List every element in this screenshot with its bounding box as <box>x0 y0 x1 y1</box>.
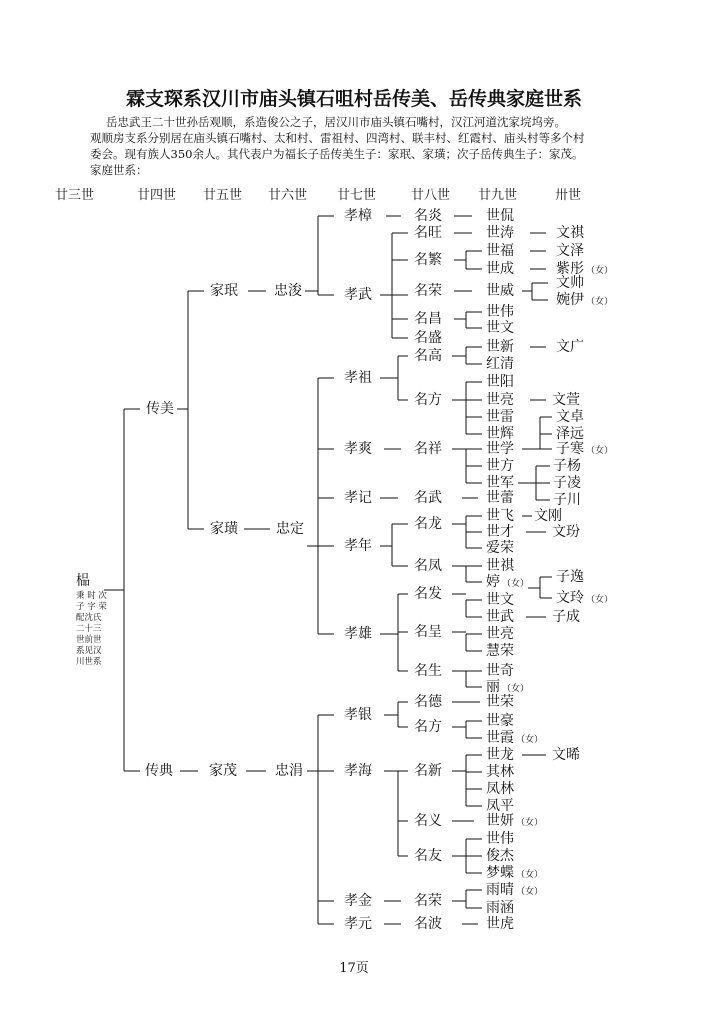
person-mingsheng: 名盛 <box>414 330 442 346</box>
person-xiaoyuan: 孝元 <box>344 916 372 932</box>
person-mingfeng: 名凤 <box>414 558 442 574</box>
person-mingsheng2: 名生 <box>414 663 442 679</box>
female-mark: （女） <box>516 887 544 897</box>
person-shilei: 世雷 <box>486 409 514 425</box>
person-shiwen: 世文 <box>486 320 514 336</box>
intro-line-4: 家庭世系： <box>90 163 148 177</box>
person-mingyi: 名义 <box>414 813 442 829</box>
person-jiamao: 家茂 <box>209 763 237 779</box>
female-mark: （女） <box>516 735 544 745</box>
person-shifang: 世方 <box>486 458 514 474</box>
person-wenxuan: 文萱 <box>552 392 580 408</box>
person-shiwei3: 世伟 <box>486 831 514 847</box>
person-mingcheng: 名呈 <box>414 624 442 640</box>
person-shixue: 世学 <box>486 441 514 457</box>
person-yuhan: 雨涵 <box>486 900 514 916</box>
person-mingyan: 名炎 <box>414 208 442 224</box>
person-xiaozu: 孝祖 <box>344 370 372 386</box>
person-fenglin: 凤林 <box>486 781 514 797</box>
female-mark: （女） <box>586 595 614 605</box>
gen-30: 卅世 <box>555 188 582 203</box>
root-note-line: 二十三 <box>76 624 102 634</box>
person-yuqing-name: 雨晴 <box>486 882 514 898</box>
root-name: 榀 <box>76 573 90 589</box>
female-mark: （女） <box>502 579 530 589</box>
person-wanyi-name: 婉伊 <box>556 292 584 308</box>
person-shixin: 世新 <box>486 339 514 355</box>
root-note-line: 系见汉 <box>76 646 102 656</box>
female-mark: （女） <box>586 266 614 276</box>
person-wenshuai: 文帅 <box>556 275 584 291</box>
person-shifu: 世福 <box>486 243 514 259</box>
intro-line-3: 委会。现有族人350余人。其代表户为福长子岳传美生子：家珉、家璜；次子岳传典生子：家茂。 <box>90 147 584 161</box>
gen-25: 廿五世 <box>203 188 243 203</box>
person-mengdie-name: 梦蝶 <box>486 865 514 881</box>
person-wenling-name: 文玲 <box>556 590 584 606</box>
female-mark: （女） <box>502 684 530 694</box>
person-mingchang: 名昌 <box>414 311 442 327</box>
person-mingrong2: 名荣 <box>414 893 442 909</box>
person-shiwei2: 世伟 <box>486 304 514 320</box>
person-ting <box>486 574 529 592</box>
person-shirong: 世荣 <box>486 694 514 710</box>
person-shiliang: 世亮 <box>486 392 514 408</box>
person-shifei: 世飞 <box>486 508 514 524</box>
person-zichuan: 子川 <box>553 492 581 508</box>
person-mingrong1: 名荣 <box>414 283 442 299</box>
person-xiaoxiong: 孝雄 <box>344 626 372 642</box>
person-mingde: 名德 <box>414 694 442 710</box>
person-fengping: 凤平 <box>486 798 514 814</box>
person-shikan: 世侃 <box>486 208 514 224</box>
person-mingwang: 名旺 <box>414 225 442 241</box>
person-wenxi: 文晞 <box>552 747 580 763</box>
female-mark: （女） <box>516 818 544 828</box>
person-shiyan <box>486 813 543 831</box>
person-ziyi: 子逸 <box>556 569 584 585</box>
gen-27: 廿七世 <box>337 188 377 203</box>
person-junjie: 俊杰 <box>486 848 514 864</box>
root-note-line: 川世系 <box>76 657 102 667</box>
gen-28: 廿八世 <box>411 188 451 203</box>
person-zitong-name: 紫彤 <box>556 261 584 277</box>
person-shiwen2: 世文 <box>486 592 514 608</box>
person-xiaojin: 孝金 <box>344 893 372 909</box>
person-zihan <box>556 441 613 459</box>
person-mingfan: 名繁 <box>414 252 442 268</box>
person-xiaozhang: 孝樟 <box>344 208 372 224</box>
person-xiaoshuang: 孝爽 <box>344 441 372 457</box>
person-shixia-name: 世霞 <box>486 730 514 746</box>
person-chuandian: 传典 <box>145 763 173 779</box>
page-number: 17页 <box>339 961 369 976</box>
person-shixia <box>486 730 543 748</box>
person-shihao: 世豪 <box>486 713 514 729</box>
person-shitao: 世涛 <box>486 225 514 241</box>
person-wenzhuo: 文卓 <box>556 409 584 425</box>
root-note-line: 秉 时 次 <box>76 591 107 601</box>
person-airong: 爱荣 <box>486 540 514 556</box>
page-title: 霖支琛系汉川市庙头镇石咀村岳传美、岳传典家庭世系 <box>125 88 582 110</box>
person-xiaowu: 孝武 <box>344 287 372 303</box>
person-zhongding: 忠定 <box>276 521 304 537</box>
person-minglong: 名龙 <box>414 516 442 532</box>
person-shicheng: 世成 <box>486 261 514 277</box>
person-zhongjuan: 忠涓 <box>275 763 303 779</box>
person-mingxiang: 名祥 <box>414 441 442 457</box>
person-zihan-name: 子寒 <box>556 441 584 457</box>
person-shilong: 世龙 <box>486 747 514 763</box>
gen-24: 廿四世 <box>137 188 177 203</box>
female-mark: （女） <box>586 297 614 307</box>
person-xiaoji: 孝记 <box>344 490 372 506</box>
person-chuanmei: 传美 <box>146 401 174 417</box>
person-ting-name: 婷 <box>486 574 500 590</box>
person-wenfen: 文玢 <box>552 524 580 540</box>
person-shijun: 世军 <box>486 475 514 491</box>
person-shihu: 世虎 <box>486 916 514 932</box>
intro-line-2: 观顺房支系分别居在庙头镇石嘴村、太和村、雷祖村、四湾村、联丰村、红霞村、庙头村等多个村 <box>90 131 585 145</box>
female-mark: （女） <box>516 870 544 880</box>
female-mark: （女） <box>586 446 614 456</box>
person-mingxin: 名新 <box>414 763 442 779</box>
person-wenze: 文泽 <box>556 243 584 259</box>
person-zhongjun: 忠浚 <box>274 283 302 299</box>
person-ziyang: 子杨 <box>553 458 581 474</box>
person-zeyuan: 泽远 <box>556 426 584 442</box>
root-note-line: 子 字 荣 <box>76 602 107 612</box>
person-xiaohai: 孝海 <box>344 763 372 779</box>
person-zicheng: 子成 <box>552 609 580 625</box>
person-mingwu: 名武 <box>414 490 442 506</box>
person-mingyou: 名友 <box>414 848 442 864</box>
person-shilei2: 世蕾 <box>486 490 514 506</box>
person-huirong: 慧荣 <box>486 643 514 659</box>
gen-29: 廿九世 <box>478 188 518 203</box>
person-shiqi: 世祺 <box>486 558 514 574</box>
person-wenguang: 文广 <box>556 339 584 355</box>
person-shihui: 世辉 <box>486 426 514 442</box>
person-wanyi <box>556 292 613 310</box>
root-note-line: 世前世 <box>76 635 102 645</box>
person-shiliang2: 世亮 <box>486 626 514 642</box>
person-jiamin: 家珉 <box>210 283 238 299</box>
person-shiwei: 世威 <box>486 283 514 299</box>
root-note <box>76 591 116 668</box>
person-xiaoyin: 孝银 <box>344 707 372 723</box>
person-li-name: 丽 <box>486 679 500 695</box>
person-shiyang: 世阳 <box>486 374 514 390</box>
person-mingfang1: 名方 <box>414 392 442 408</box>
person-wenling <box>556 590 613 608</box>
intro-line-1: 岳忠武王二十世孙岳观顺，系造俊公之子，居汉川市庙头镇石嘴村，汉江河道沈家垸坞旁。 <box>106 115 566 129</box>
person-mengdie <box>486 865 543 883</box>
person-shiyan-name: 世妍 <box>486 813 514 829</box>
person-wenqi: 文祺 <box>556 225 584 241</box>
person-wengang: 文刚 <box>534 508 562 524</box>
person-mingfa: 名发 <box>414 586 442 602</box>
person-hongqing: 红清 <box>486 356 514 372</box>
person-jiahuang: 家璜 <box>210 521 238 537</box>
person-shicai: 世才 <box>486 524 514 540</box>
person-minggao: 名高 <box>414 348 442 364</box>
person-shiwu: 世武 <box>486 609 514 625</box>
root-note-line: 配沈氏 <box>76 613 102 623</box>
person-mingfang2: 名方 <box>414 719 442 735</box>
person-xiaonian: 孝年 <box>344 538 372 554</box>
person-qilin: 其林 <box>486 764 514 780</box>
person-mingbo: 名波 <box>414 916 442 932</box>
gen-26: 廿六世 <box>268 188 308 203</box>
gen-23: 廿三世 <box>55 188 95 203</box>
person-ziling: 子凌 <box>553 475 581 491</box>
person-yuqing <box>486 882 543 900</box>
person-shiqi2: 世奇 <box>486 663 514 679</box>
